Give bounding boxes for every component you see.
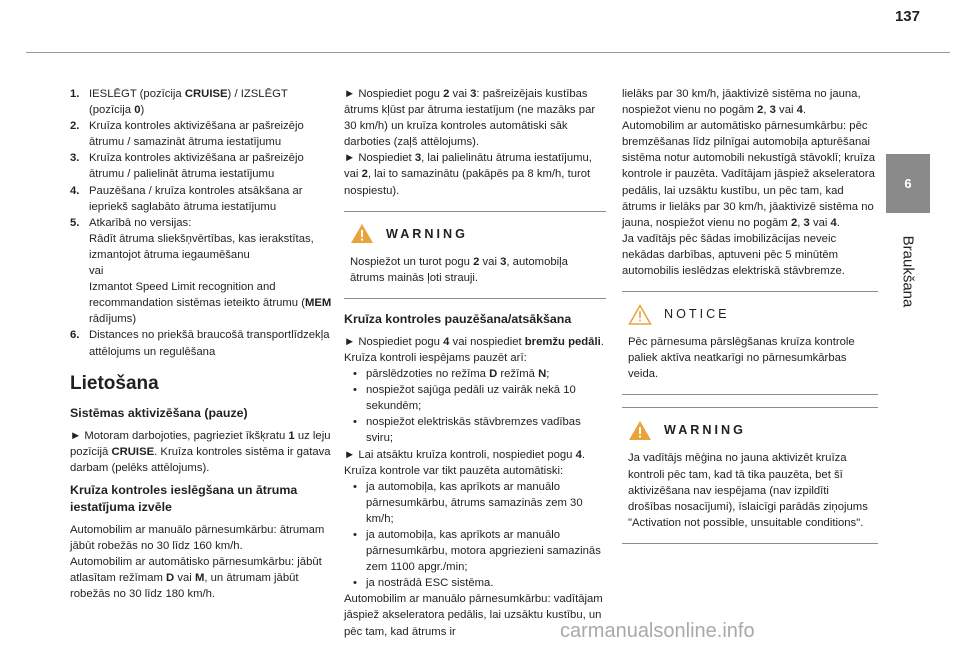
column-right (622, 86, 878, 556)
warning-title-right: WARNING (664, 423, 746, 438)
page-number: 137 (894, 8, 920, 25)
notice-box (622, 291, 878, 395)
column-left (70, 86, 332, 602)
list-number: 1. (70, 88, 80, 100)
warning-text-right: Ja vadītājs mēģina no jauna aktivizēt kruīza kontroli pēc tam, kad tā tika pauzēta, bet šī aktivizēšana nav iespējama (nav izpildīti drošības nosacījumi), īslaicīgi parādās ziņojums "Activation not possible, unsuitable conditions". (628, 452, 868, 529)
chapter-title: Braukšana (899, 235, 917, 307)
list-item: 1. IESLĒGT (pozīcija CRUISE) / IZSLĒGT (pozīcija 0) (70, 88, 288, 117)
warning-box-middle (344, 211, 606, 299)
list-item: • ja automobiļa, kas aprīkots ar manuālo pārnesumkārbu, ātrums samazinās zem 30 km/h; (344, 479, 606, 527)
auto-pause-bullet-list (344, 479, 606, 592)
list-item: 2. Kruīza kontroles aktivizēšana ar pašreizējo ātrumu / samazināt ātruma iestatījumu (70, 120, 304, 149)
paragraph-activation: ► Motoram darbojoties, pagrieziet īkšķratu 1 uz leju pozīcijā CRUISE. Kruīza kontroles sistēma ir gatava darbam (pelēks attēlojums). (70, 429, 331, 474)
list-item: • nospiežot sajūga pedāli uz vairāk nekā 10 sekundēm; (344, 382, 606, 414)
paragraph-manual-gearbox: Automobilim ar manuālo pārnesumkārbu: vadītājam jāspiež akseleratora pedālis, lai uzsāktu kustību, un pēc tam, kad ātrums ir (344, 593, 603, 638)
paragraph-speed-ranges: Automobilim ar manuālo pārnesumkārbu: ātrumam jābūt robežās no 30 līdz 160 km/h. Automobilim ar automātisko pārnesumkārbu: jābūt atlasītam režīmam D vai M, un ātrumam jābūt robežās no 30 līdz 180 km/h. (70, 523, 325, 601)
warning-triangle-icon (628, 420, 652, 441)
section-title-usage: Lietošana (70, 372, 159, 394)
list-number: 3. (70, 152, 80, 165)
pause-bullet-list (344, 366, 606, 446)
notice-text: Pēc pārnesuma pārslēgšanas kruīza kontrole paliek aktīva neatkarīgi no pārnesumkārbas veida. (628, 336, 855, 381)
notice-title: NOTICE (664, 307, 730, 322)
notice-triangle-icon (628, 304, 652, 325)
list-item: • nospiežot elektriskās stāvbremzes vadības sviru; (344, 414, 606, 446)
warning-triangle-icon (350, 223, 374, 244)
list-number: 6. (70, 329, 80, 342)
heading-system-activation: Sistēmas aktivizēšana (pauze) (70, 405, 248, 420)
heading-switch-on: Kruīza kontroles ieslēgšana un ātruma iestatījuma izvēle (70, 482, 298, 514)
chapter-label (886, 216, 930, 326)
warning-text: Nospiežot un turot pogu 2 vai 3, automobiļa ātrums mainās ļoti strauji. (350, 255, 568, 284)
list-item: 6. Distances no priekšā braucošā transportlīdzekļa attēlojums un regulēšana (70, 329, 330, 358)
warning-header (350, 222, 600, 246)
list-number: 4. (70, 184, 80, 197)
list-item: • ja nostrādā ESC sistēma. (344, 575, 606, 591)
list-number: 5. (70, 216, 80, 229)
list-number: 2. (70, 120, 80, 133)
paragraph-continuation: lielāks par 30 km/h, jāaktivizē sistēma no jauna, nospiežot vienu no pogām 2, 3 vai 4. Automobilim ar automātisko pārnesumkārbu: pēc bremzēšanas līdz pilnīgai automobiļa apturēšanai sistēma notur automobili nekustīgā stāvoklī; kruīza kontrole ir pauzēta. Vadītājam jāspiež akseleratora pedālis, lai uzsāktu kustību, un pēc tam, kad ātrums ir lielāks par 30 km/h, jāaktivizē sistēma no jauna, nospiežot vienu no pogām 2, 3 vai 4. Ja vadītājs pēc šādas imobilizācijas neveic nekādas darbības, aptuveni pēc 5 minūtēm automobilis ieslēdzas elektriskā stāvbremze. (622, 88, 876, 278)
warning-header-right (628, 418, 872, 442)
list-item: 3. Kruīza kontroles aktivizēšana ar pašreizējo ātrumu / palielināt ātruma iestatījumu (70, 152, 304, 181)
chapter-tab[interactable]: 6 (886, 154, 930, 213)
paragraph-resume: ► Lai atsāktu kruīza kontroli, nospiediet pogu 4. Kruīza kontrole var tikt pauzēta automātiski: (344, 448, 586, 477)
column-middle (344, 86, 606, 640)
header-rule (26, 52, 950, 53)
controls-list (70, 86, 332, 360)
watermark[interactable]: carmanualsonline.info (560, 620, 755, 642)
warning-title: WARNING (386, 226, 468, 241)
list-item: • ja automobiļa, kas aprīkots ar manuālo pārnesumkārbu, motora apgriezieni samazinās zem 1100 apgr./min; (344, 527, 606, 575)
list-item: • pārslēdzoties no režīma D režīmā N; (344, 366, 606, 382)
list-item: 5. Atkarībā no versijas: Rādīt ātruma sliekšņvērtības, kas ierakstītas, izmantojot ātruma iegaumēšanu vai Izmantot Speed Limit recognition and recommandation sistēmas ieteikto ātrumu (MEM rādījums) (70, 216, 332, 326)
paragraph-buttons-2-3: ► Nospiediet pogu 2 vai 3: pašreizējais kustības ātrums kļūst par ātruma iestatījum (ne mazāks par 30 km/h) un kruīza kontroles automātiski sāk darboties (zaļš attēlojums). ► Nospiediet 3, lai palielinātu ātruma iestatījumu, vai 2, lai to samazinātu (pakāpēs pa 8 km/h, turot nospiestu). (344, 88, 596, 197)
warning-box-right (622, 407, 878, 543)
notice-header (628, 302, 872, 326)
heading-pause-resume: Kruīza kontroles pauzēšana/atsākšana (344, 311, 572, 326)
paragraph-pause: ► Nospiediet pogu 4 vai nospiediet bremžu pedāli. Kruīza kontroli iespējams pauzēt arī: (344, 335, 604, 364)
list-item: 4. Pauzēšana / kruīza kontroles atsākšana ar iepriekš saglabāto ātruma iestatījumu (70, 184, 303, 213)
